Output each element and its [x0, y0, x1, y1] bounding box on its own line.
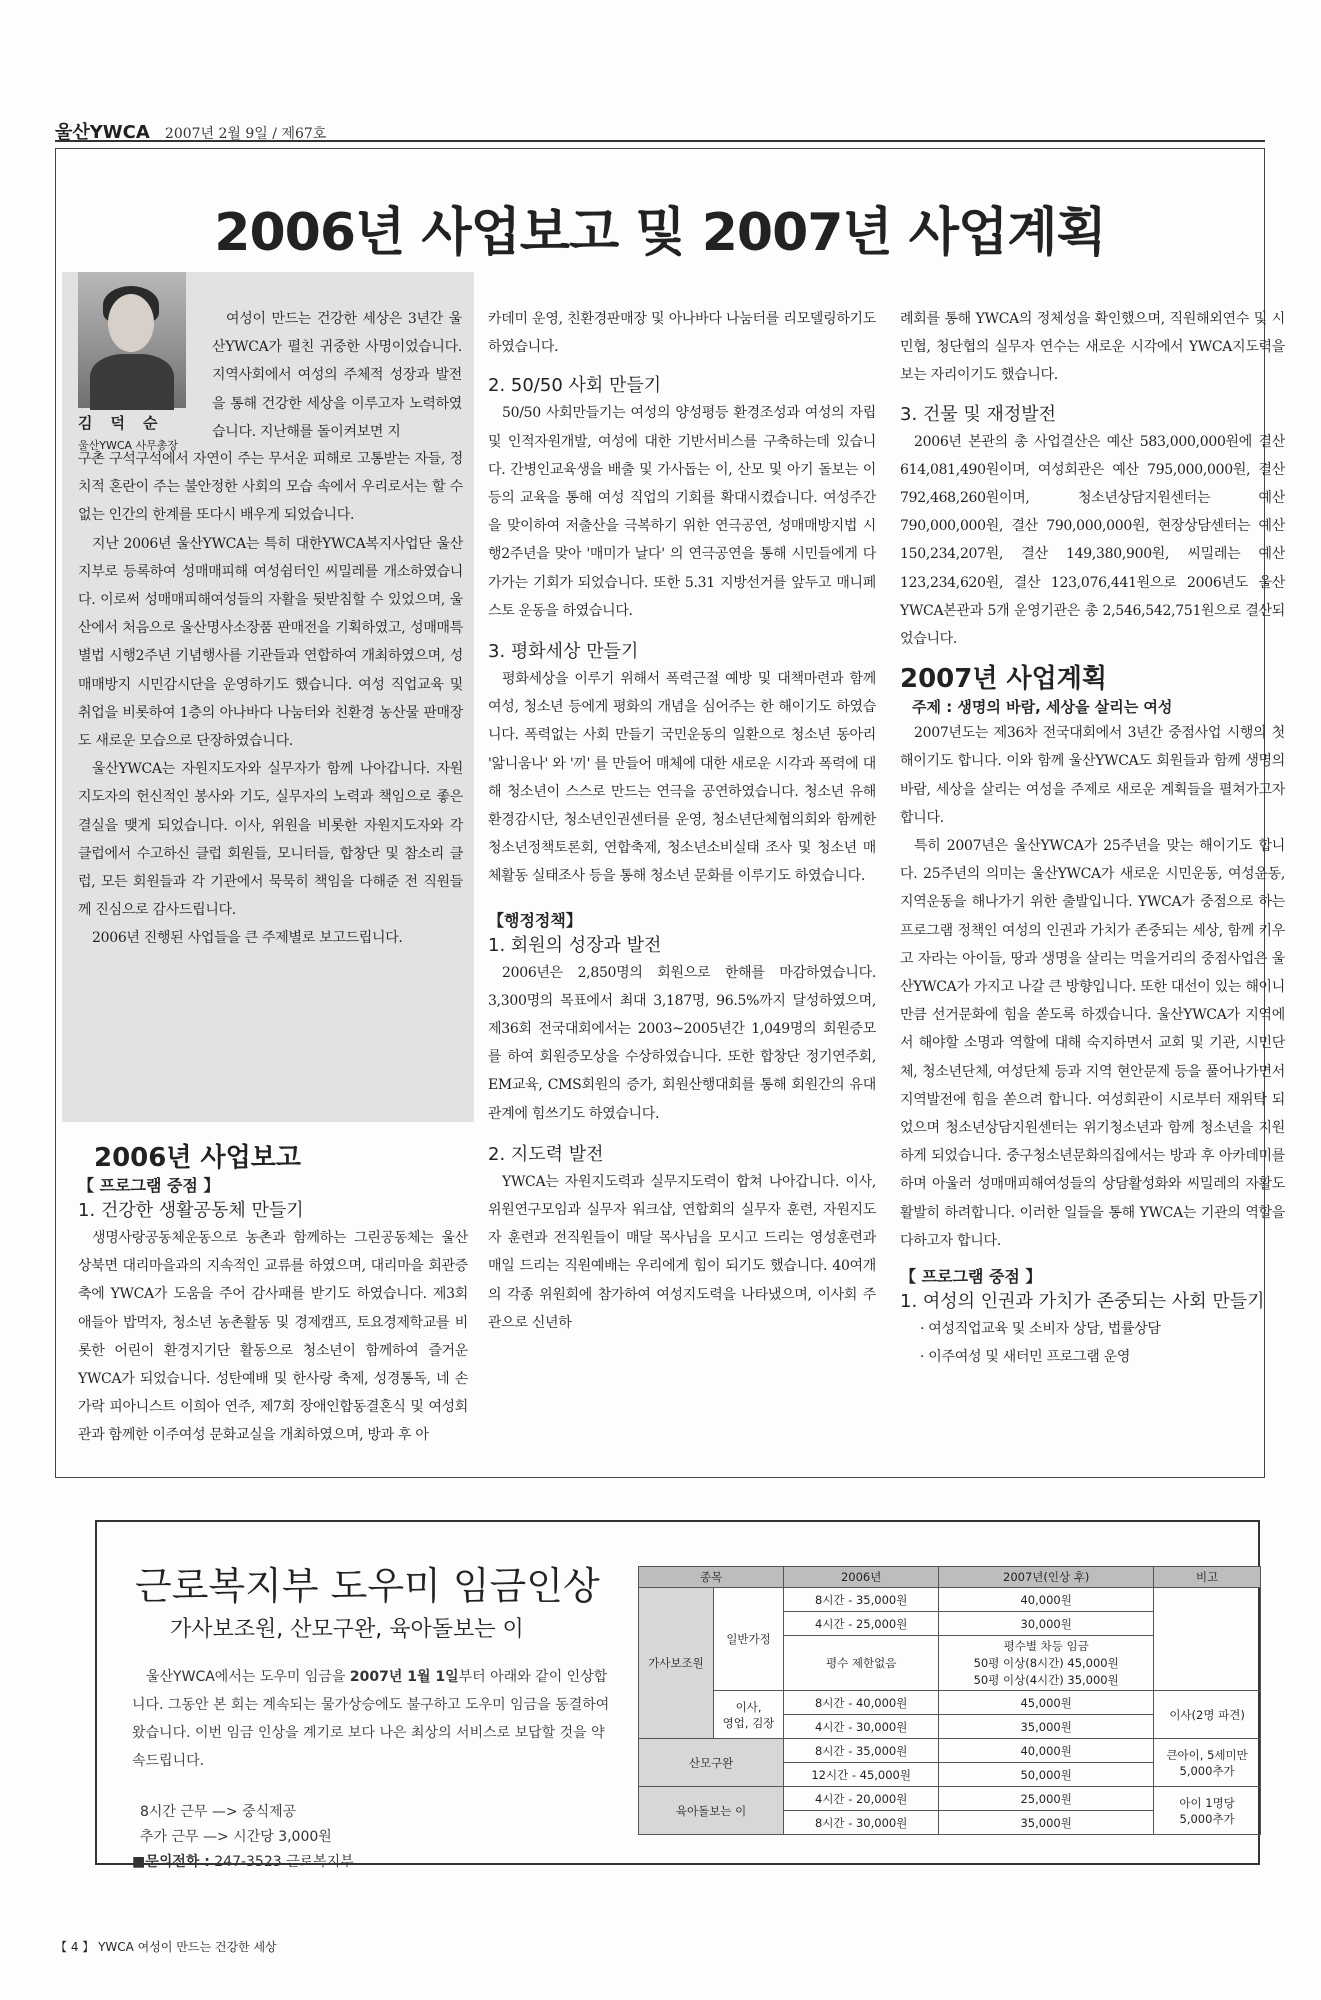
- wage-body-post: 부터 아래와 같이 인상합니다. 그동안 본 회는 계속되는 물가상승에도 불구하고 도우미 임금을 동결하여 왔습니다. 이번 임금 인상을 계기로 보다 나은 최상의 서비스로 보답할 것을 약속드립니다.: [132, 1669, 610, 1769]
- report-2006-heading: 2006년 사업보고: [94, 1143, 301, 1173]
- table-cell: 4시간 - 20,000원: [784, 1787, 939, 1811]
- header-2006: 2006년: [784, 1567, 939, 1588]
- table-cell: [1154, 1588, 1261, 1691]
- policy-1-title: 1. 회원의 성장과 발전: [488, 934, 662, 956]
- wage-body-pre: 울산YWCA에서는 도우미 임금을: [146, 1669, 350, 1685]
- intro-paragraph-2: 지난 2006년 울산YWCA는 특히 대한YWCA복지사업단 울산지부로 등록하여 성매매피해 여성쉼터인 씨밀레를 개소하였습니다. 이로써 성매매피해여성들의 자활을 뒷받침할 수 있었으며, 울산에서 처음으로 울산명사소장품 판매전을 기획하였고, 성매매특별법 시행2주년 기념행사를 기관들과 연합하여 개최하였으며, 성매매방지 시민감시단을 운영하기도 했습니다. 여성 직업교육 및 취업을 비롯하여 1층의 아나바다 나눔터와 친환경 농산물 판매장도 새로운 모습으로 단장하였습니다.: [78, 535, 463, 750]
- section-2-text: 50/50 사회만들기는 여성의 양성평등 환경조성과 여성의 자립 및 인적자원개발, 여성에 대한 기반서비스를 구축하는데 있습니다. 간병인교육생을 배출 및 가사돕는 이, 산모 및 아기 돌보는 이 등의 교육을 통해 여성 직업의 기회를 확대시켰습니다. 여성주간을 맞이하여 저출산을 극복하기 위한 연극공연, 성매매방지법 시행2주년을 맞아 '매미가 날다' 의 연극공연을 통해 시민들에게 다가가는 기회가 되었습니다. 또한 5.31 지방선거를 앞두고 매니페스토 운동을 하였습니다.: [488, 405, 876, 619]
- plan-bullet-2: · 이주여성 및 새터민 프로그램 운영: [920, 1349, 1131, 1366]
- category-childcare: 육아돌보는 이: [639, 1787, 784, 1835]
- table-row: [639, 1691, 1261, 1715]
- table-cell: 40,000원: [939, 1739, 1154, 1763]
- policy-2-continued: 례회를 통해 YWCA의 정체성을 확인했으며, 직원해외연수 및 시민협, 청단협의 실무자 연수는 새로운 시각에서 YWCA지도력을 보는 자리이기도 했습니다.: [900, 311, 1285, 384]
- page-footer: 【 4 】 YWCA 여성이 만드는 건강한 세상: [55, 1940, 277, 1954]
- intro-paragraph-4: 2006년 진행된 사업들을 큰 주제별로 보고드립니다.: [92, 930, 403, 947]
- section-1-title: 1. 건강한 생활공동체 만들기: [78, 1200, 304, 1221]
- author-photo: [78, 272, 186, 408]
- category-postpartum: 산모구완: [639, 1739, 784, 1787]
- table-row: [639, 1739, 1261, 1763]
- table-cell: 8시간 - 30,000원: [784, 1811, 939, 1835]
- policy-1-text: 2006년은 2,850명의 회원으로 한해를 마감하였습니다. 3,300명의 목표에서 최대 3,187명, 96.5%까지 달성하였으며, 제36회 전국대회에서는 2003~2005년간 1,049명의 회원증모를 하여 회원증모상을 수상하였습니다. 또한 합창단 정기연주회, EM교육, CMS회원의 증가, 회원산행대회를 통해 회원간의 유대관계에 힘쓰기도 하였습니다.: [488, 964, 876, 1122]
- newsletter-header: [55, 118, 1265, 142]
- wage-notice-details: [132, 1800, 602, 1875]
- author-title: 울산YWCA 사무총장: [78, 439, 179, 452]
- cell-line: 50평 이상(4시간) 35,000원: [973, 1672, 1119, 1687]
- table-cell: 이사(2명 파견): [1154, 1691, 1261, 1739]
- cell-line: 큰아이, 5세미만: [1166, 1747, 1248, 1762]
- policy-2-title: 2. 지도력 발전: [488, 1143, 604, 1165]
- intro-paragraph-1: 구촌 구석구석에서 자연이 주는 무서운 피해로 고통받는 자들, 정치적 혼란이 주는 불안정한 사회의 모습 속에서 우리로서는 할 수 없는 인간의 한계를 또다시 배우게 되었습니다.: [78, 451, 463, 524]
- middle-column: [488, 305, 876, 1337]
- wage-notice-subtitle: 가사보조원, 산모구완, 육아돌보는 이: [170, 1617, 524, 1642]
- cell-line: 영업, 김장: [722, 1715, 775, 1730]
- author-name: 김덕순: [78, 414, 176, 432]
- section-1-continued: 카데미 운영, 친환경판매장 및 아나바다 나눔터를 리모델링하기도 하였습니다.: [488, 311, 876, 356]
- plan-bullet-1: · 여성직업교육 및 소비자 상담, 법률상담: [920, 1321, 1161, 1338]
- category-housekeeper: 가사보조원: [639, 1588, 714, 1739]
- policy-3-title: 3. 건물 및 재정발전: [900, 403, 1057, 425]
- table-cell: 30,000원: [939, 1612, 1154, 1636]
- section-3-text: 평화세상을 이루기 위해서 폭력근절 예방 및 대책마련과 함께 여성, 청소년 등에게 평화의 개념을 심어주는 한 해이기도 하였습니다. 폭력없는 사회 만들기 국민운동의 일환으로 청소년 동아리 '앎니움나' 와 '끼' 를 만들어 매체에 대한 새로운 시각과 폭력에 대해 청소년이 스스로 만드는 연극을 공연하였습니다. 청소년 유해환경감시단, 청소년인권센터를 운영, 청소년단체협의회와 함께한 청소년정책토론회, 연합축제, 청소년소비실태 조사 및 청소년 매체활동 실태조사 등을 통해 청소년 문화를 이루기도 하였습니다.: [488, 671, 876, 885]
- contact-phone: 247-3523 근로복지부: [214, 1854, 354, 1870]
- table-row: [639, 1588, 1261, 1612]
- table-cell-multiline: [939, 1636, 1154, 1691]
- intro-opening: [212, 305, 462, 446]
- table-cell: 35,000원: [939, 1715, 1154, 1739]
- cell-line: 평수별 차등 임금: [1003, 1638, 1089, 1653]
- cell-line: 50평 이상(8시간) 45,000원: [973, 1655, 1119, 1670]
- table-cell: 4시간 - 25,000원: [784, 1612, 939, 1636]
- wage-notice-body: [132, 1663, 617, 1775]
- cell-line: 5,000추가: [1179, 1811, 1235, 1826]
- program-focus-tag: 【 프로그램 중점 】: [78, 1176, 220, 1195]
- wage-table: [638, 1566, 1261, 1835]
- right-column: [900, 305, 1285, 1372]
- cell-line: 5,000추가: [1179, 1763, 1235, 1778]
- table-header-row: [639, 1567, 1261, 1588]
- table-row: [639, 1787, 1261, 1811]
- work-hours-line: 8시간 근무 —> 중식제공: [140, 1804, 297, 1820]
- policy-tag: 【행정정책】: [488, 910, 582, 930]
- cell-line: 아이 1명당: [1179, 1795, 1235, 1810]
- plan-item-1-title: 1. 여성의 인권과 가치가 존중되는 사회 만들기: [900, 1291, 1265, 1313]
- table-cell: 8시간 - 35,000원: [784, 1739, 939, 1763]
- page-title: 2006년 사업보고 및 2007년 사업계획: [214, 203, 1106, 263]
- table-cell: 25,000원: [939, 1787, 1154, 1811]
- cell-line: 이사,: [735, 1699, 762, 1714]
- plan-program-tag: 【 프로그램 중점 】: [900, 1267, 1042, 1287]
- table-cell: 35,000원: [939, 1811, 1154, 1835]
- intro-body: [78, 445, 463, 953]
- brand-name: 울산YWCA: [55, 122, 150, 143]
- header-2007: 2007년(인상 후): [939, 1567, 1154, 1588]
- header-note: 비고: [1154, 1567, 1261, 1588]
- policy-2-text: YWCA는 자원지도력과 실무지도력이 합쳐 나아갑니다. 이사, 위원연구모임과 실무자 워크샵, 연합회의 실무자 훈련, 자원지도자 훈련과 전직원들이 매달 목사님을 모시고 드리는 영성훈련과 매일 드리는 직원예배는 우리에게 힘이 되기도 했습니다. 40여개의 각종 위원회에 참가하여 여성지도력을 나타냈으며, 이사회 주관으로 신년하: [488, 1173, 876, 1331]
- table-cell: 40,000원: [939, 1588, 1154, 1612]
- table-cell: 4시간 - 30,000원: [784, 1715, 939, 1739]
- table-cell: 50,000원: [939, 1763, 1154, 1787]
- intro-paragraph-3: 울산YWCA는 자원지도자와 실무자가 함께 나아갑니다. 자원지도자의 헌신적인 봉사와 기도, 실무자의 노력과 책임으로 좋은 결실을 맺게 되었습니다. 이사, 위원을 비롯한 자원지도자와 각 클럽에서 수고하신 클럽 회원들, 모니터들, 합창단 및 참소리 클럽, 모든 회원들과 각 기관에서 묵묵히 책임을 다해준 전 직원들께 진심으로 감사드립니다.: [78, 761, 463, 919]
- header-category: 종목: [639, 1567, 784, 1588]
- table-cell: 평수 제한없음: [784, 1636, 939, 1691]
- table-cell: 12시간 - 45,000원: [784, 1763, 939, 1787]
- policy-3-text: 2006년 본관의 총 사업결산은 예산 583,000,000원에 결산 614,081,490원이며, 여성회관은 예산 795,000,000원, 결산 792,468,260원이며, 청소년상담지원센터는 예산 790,000,000원, 결산 790,000,000원, 현장상담센터는 예산 150,234,207원, 결산 149,380,900원, 씨밀레는 예산 123,234,620원, 결산 123,076,441원으로 2006년도 울산YWCA본관과 5개 운영기관은 총 2,546,542,751원으로 결산되었습니다.: [900, 433, 1285, 648]
- plan-2007-theme: 주제 : 생명의 바람, 세상을 살리는 여성: [912, 698, 1173, 717]
- overtime-line: 추가 근무 —> 시간당 3,000원: [140, 1829, 332, 1845]
- table-cell-multiline: [1154, 1787, 1261, 1835]
- wage-effective-date: 2007년 1월 1일: [349, 1669, 459, 1685]
- plan-2007-heading: 2007년 사업계획: [900, 664, 1107, 695]
- issue-date: 2007년 2월 9일 / 제67호: [164, 126, 327, 142]
- section-1-text: 생명사랑공동체운동으로 농촌과 함께하는 그린공동체는 울산 상북면 대리마을과의 지속적인 교류를 하였으며, 대리마을 회관증축에 YWCA가 도움을 주어 감사패를 받기도 하였습니다. 제3회 애들아 밥먹자, 청소년 농촌활동 및 경제캠프, 토요경제학교를 비롯한 어린이 환경지기단 활동으로 청소년이 함께하여 즐거운 YWCA가 되었습니다. 성탄예배 및 한사랑 축제, 성경통독, 네 손가락 피아니스트 이희아 연주, 제7회 장애인합동결혼식 및 여성회관과 함께한 이주여성 문화교실을 개최하였으며, 방과 후 아: [78, 1230, 468, 1444]
- intro-opening-text: 여성이 만드는 건강한 세상은 3년간 울산YWCA가 펼친 귀중한 사명이었습니다. 지역사회에서 여성의 주체적 성장과 발전을 통해 건강한 세상을 이루고자 노력하였습니다. 지난해를 돌이켜보면 지: [212, 311, 462, 440]
- contact-label: ■문의전화 :: [132, 1854, 210, 1870]
- plan-2007-paragraph-2: 특히 2007년은 울산YWCA가 25주년을 맞는 해이기도 합니다. 25주년의 의미는 울산YWCA가 새로운 시민운동, 여성운동, 지역운동을 해나가기 위한 출발입니다. YWCA가 중점으로 하는 프로그램 정책인 여성의 인권과 가치가 존중되는 세상, 함께 키우고 자라는 아이들, 땅과 생명을 살리는 먹을거리의 중점사업은 울산YWCA가 가지고 나갈 큰 방향입니다. 또한 대선이 있는 해이니만큼 선거문화에 힘을 쏟도록 하겠습니다. 울산YWCA가 지역에서 해야할 소명과 역할에 대해 숙지하면서 교회 및 기관, 시민단체, 청소년단체, 여성단체 등과 지역 현안문제 등을 풀어나가면서 지역발전에 힘을 쏟으려 합니다. 여성회관이 시로부터 재위탁 되었으며 청소년상담지원센터는 위기청소년과 함께 청소년을 지원하게 되었습니다. 중구청소년문화의집에서는 방과 후 아카데미를 하며 아울러 성매매피해여성들의 상담활성화와 씨밀레의 자활도 활발히 하려합니다. 이러한 일들을 통해 YWCA는 기관의 역할을 다하고자 합니다.: [900, 838, 1285, 1249]
- subcategory-moving: [713, 1691, 783, 1739]
- table-cell-multiline: [1154, 1739, 1261, 1787]
- report-2006-column: [78, 1142, 468, 1450]
- wage-notice-title: 근로복지부 도우미 임금인상: [135, 1564, 600, 1608]
- table-cell: 8시간 - 35,000원: [784, 1588, 939, 1612]
- table-cell: 8시간 - 40,000원: [784, 1691, 939, 1715]
- table-cell: 45,000원: [939, 1691, 1154, 1715]
- section-3-title: 3. 평화세상 만들기: [488, 641, 639, 663]
- plan-2007-paragraph-1: 2007년도는 제36차 전국대회에서 3년간 중점사업 시행의 첫해이기도 합니다. 이와 함께 울산YWCA도 회원들과 함께 생명의 바람, 세상을 살리는 여성을 주제로 새로운 계획들을 펼쳐가고자 합니다.: [900, 725, 1285, 826]
- subcategory-general-home: 일반가정: [713, 1588, 783, 1691]
- section-2-title: 2. 50/50 사회 만들기: [488, 375, 662, 397]
